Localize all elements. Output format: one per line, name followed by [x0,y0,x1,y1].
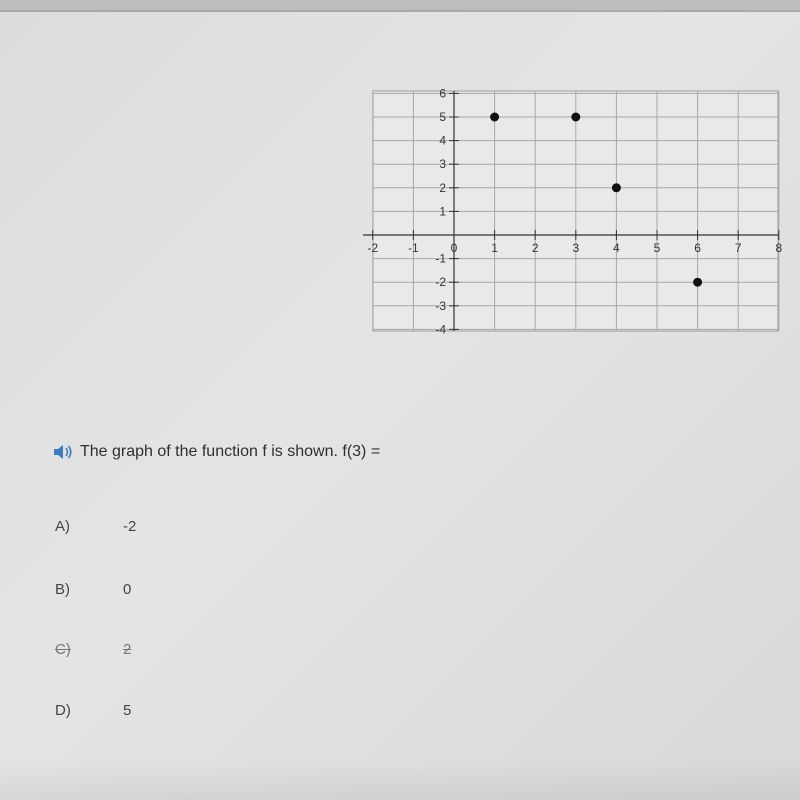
y-tick-label: 2 [439,180,446,195]
graph-grid [373,91,779,331]
y-tick-label: 5 [439,110,446,124]
y-tick-label: 3 [439,157,446,172]
choice-a[interactable] [55,513,255,539]
x-tick-label: 3 [572,241,580,255]
x-tick-label: 1 [491,241,498,255]
question-row [52,443,380,461]
x-tick-label: 0 [450,241,458,255]
x-tick-label: 4 [613,241,620,255]
choice-b[interactable] [55,576,255,602]
x-tick-label: 7 [734,241,742,255]
choice-letter: B) [55,580,70,598]
y-tick-label: 1 [439,204,446,219]
question-text: The graph of the function f is shown. f(3) = [80,443,381,460]
y-tick-label: -2 [435,275,446,290]
choice-letter: C) [55,640,71,658]
y-tick-label: -1 [435,251,446,266]
bottom-shadow [0,760,800,800]
x-tick-label: -1 [408,241,419,255]
x-tick-label: -2 [367,241,379,255]
choice-c[interactable] [55,636,255,662]
choice-d[interactable] [55,697,255,723]
data-point [612,183,621,192]
y-tick-label: 4 [439,133,446,148]
data-point [693,278,702,287]
speaker-icon[interactable] [52,443,74,461]
x-tick-label: 2 [531,241,539,255]
data-point [490,113,499,122]
choice-value: 0 [123,580,132,598]
choice-value: 5 [123,701,132,719]
choice-letter: D) [55,701,71,719]
data-point [571,113,580,122]
y-tick-label: 6 [439,86,446,101]
choice-letter: A) [55,517,70,535]
choice-value: -2 [123,517,137,535]
x-tick-label: 8 [775,241,783,255]
x-tick-label: 6 [694,241,701,255]
y-tick-label: -4 [435,322,446,337]
y-tick-label: -3 [435,298,446,313]
x-tick-label: 5 [653,241,661,255]
function-graph [0,0,800,360]
choice-value: 2 [123,640,132,658]
